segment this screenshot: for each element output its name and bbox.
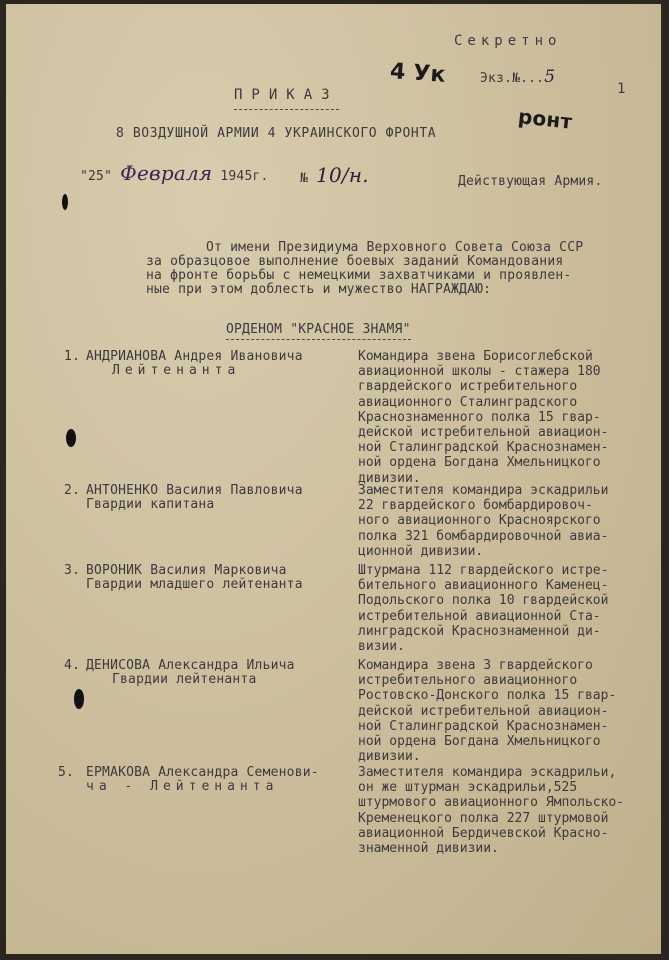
date-month-handwritten: Февраля [120, 161, 213, 185]
issuer-line: 8 ВОЗДУШНОЙ АРМИИ 4 УКРАИНСКОГО ФРОНТА [116, 126, 437, 141]
awardee-1-position-line: авиационного Сталинградского [358, 394, 578, 410]
number-label: № [300, 171, 309, 186]
order-number-handwritten: 10/н. [316, 163, 369, 187]
awardee-2-number: 2. [64, 483, 81, 498]
awardee-1-position-line: дейской истребительной авиацион- [358, 425, 609, 441]
awardee-1-position-line: дивизии. [358, 470, 421, 486]
awardee-3-position-line: истребительной авиационной Ста- [358, 608, 601, 624]
awardee-1-number: 1. [64, 349, 81, 364]
awardee-3-position-line: Подольского полка 10 гвардейской [358, 593, 609, 609]
binding-hole-mark [74, 689, 84, 709]
awardee-4-number: 4. [64, 658, 81, 673]
awardee-2-rank: Гвардии капитана [86, 497, 215, 512]
awardee-5-position-line: Кременецкого полка 227 штурмовой [358, 810, 609, 826]
preamble-line-2: за образцовое выполнение боевых заданий Командования [146, 254, 564, 269]
awardee-2-position-line: Заместителя командира эскадрильи [358, 483, 609, 498]
awardee-5-position-line: знаменной дивизии. [358, 841, 499, 857]
awardee-5-number: 5. [58, 765, 75, 780]
awardee-2-position-line: полка 321 бомбардировочной авиа- [358, 528, 609, 544]
awardee-4-position-line: истребительного авиационного [358, 673, 578, 689]
awardee-3-name: ВОРОНИК Василия Марковича [86, 563, 287, 578]
awardee-5-position-line: штурмового авиационного Ямпольско- [358, 795, 625, 811]
awardee-1-rank: Лейтенанта [112, 363, 241, 378]
preamble-line-1: От имени Президиума Верховного Совета Союза ССР [206, 240, 584, 255]
awardee-4-position-line: дейской истребительной авиацион- [358, 703, 609, 719]
awardee-2-name: АНТОНЕНКО Василия Павловича [86, 483, 303, 498]
awardee-3-position [358, 563, 658, 654]
copy-number: 5 [544, 67, 556, 87]
awardee-3-number: 3. [64, 563, 81, 578]
classification-label: Секретно [454, 33, 562, 49]
awardee-4-position-line: Ростовско-Донского полка 15 гвар- [358, 688, 617, 704]
awardee-4-position-line: ной Сталинградской Краснознамен- [358, 718, 609, 734]
award-heading: ОРДЕНОМ "КРАСНОЕ ЗНАМЯ" [226, 322, 411, 340]
awardee-1-position [358, 349, 658, 486]
date-year: 1945г. [220, 169, 269, 184]
awardee-1-position-line: ной Сталинградской Краснознамен- [358, 440, 609, 456]
awardee-2-position-line: ционной дивизии. [358, 543, 484, 559]
awardee-1-position-line: авиационной школы - стажера 180 [358, 364, 601, 380]
awardee-2-position [358, 483, 658, 559]
binding-hole-mark [66, 429, 76, 447]
awardee-2-position-line: ного авиационного Красноярского [358, 513, 601, 529]
awardee-1-position-line: гвардейского истребительного [358, 379, 578, 395]
copy-label: Экз.№... [480, 71, 545, 86]
awardee-3-position-line: линградской Краснознаменной ди- [358, 623, 601, 639]
awardee-4-name: ДЕНИСОВА Александра Ильича [86, 658, 295, 673]
stamp-fragment-top: 4 Ук [389, 59, 447, 88]
awardee-1-position-line: Краснознаменного полка 15 гвар- [358, 409, 601, 425]
awardee-5-position [358, 765, 658, 856]
awardee-4-position-line: Командира звена 3 гвардейского [358, 658, 593, 673]
stamp-fragment-bottom: ронт [516, 104, 574, 134]
location-line: Действующая Армия. [458, 174, 603, 189]
awardee-5-position-line: он же штурман эскадрильи,525 [358, 780, 578, 796]
awardee-1-position-line: ной ордена Богдана Хмельницкого [358, 455, 601, 471]
awardee-4-position-line: ной ордена Богдана Хмельницкого [358, 734, 601, 750]
awardee-1-name: АНДРИАНОВА Андрея Ивановича [86, 349, 303, 364]
awardee-3-position-line: визии. [358, 639, 405, 655]
awardee-4-position-line: дивизии. [358, 749, 421, 765]
awardee-4-position [358, 658, 658, 764]
awardee-5-name: ЕРМАКОВА Александра Семенови- [86, 765, 319, 780]
binding-hole-mark [62, 194, 68, 210]
document-page [6, 4, 661, 954]
date-day: "25" [80, 169, 113, 184]
awardee-1-position-line: Командира звена Борисоглебской [358, 349, 593, 364]
awardee-3-position-line: бительного авиационного Каменец- [358, 578, 609, 594]
copy-number-label [480, 67, 556, 87]
awardee-2-position-line: 22 гвардейского бомбардировоч- [358, 498, 593, 514]
date-line [80, 161, 269, 185]
awardee-4-rank: Гвардии лейтенанта [112, 672, 257, 687]
awardee-3-position-line: Штурмана 112 гвардейского истре- [358, 563, 609, 578]
awardee-5-position-line: авиационной Бердичевской Красно- [358, 825, 609, 841]
preamble-line-3: на фронте борьбы с немецкими захватчиками и проявлен- [146, 268, 572, 283]
order-number-line [300, 163, 369, 187]
page-mark: 1 [617, 81, 626, 97]
awardee-5-position-line: Заместителя командира эскадрильи, [358, 765, 617, 780]
awardee-3-rank: Гвардии младшего лейтенанта [86, 577, 303, 592]
preamble-line-4: ные при этом доблесть и мужество НАГРАЖДАЮ: [146, 282, 492, 297]
order-title: ПРИКАЗ [234, 88, 339, 110]
awardee-5-rank: ча - Лейтенанта [86, 779, 279, 794]
